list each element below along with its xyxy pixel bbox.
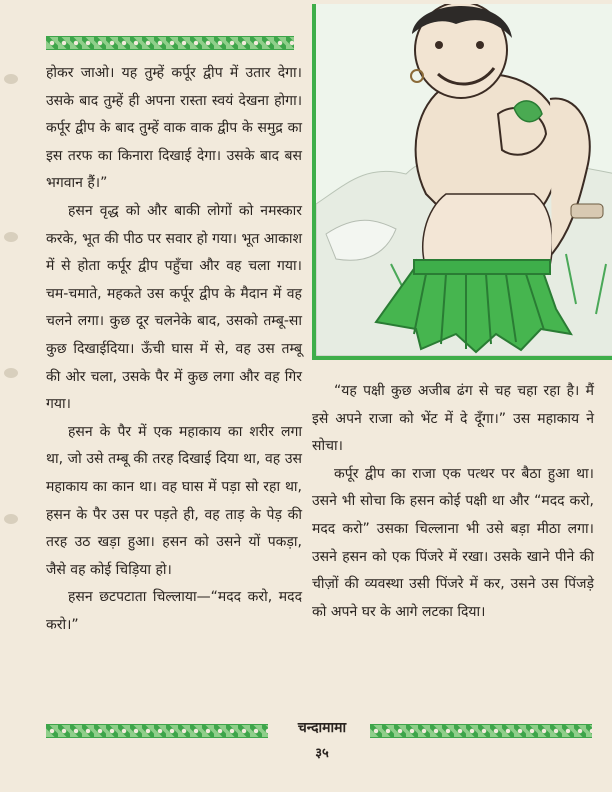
right-text-column — [312, 378, 594, 626]
decorative-border-top — [46, 36, 294, 50]
decorative-border-bottom-right — [370, 724, 592, 738]
paragraph: हसन के पैर में एक महाकाय का शरीर लगा था, जो उसे तम्बू की तरह दिखाई दिया था, वह उस महाकाय का कान था। वह घास में पड़ा सो रहा था, हसन के पैर उस पर पड़ते ही, वह ताड़ के पेड़ की तरह उठ खड़ा हुआ। हसन को उसने यों पकड़ा, जैसे वह कोई चिड़िया हो। — [46, 423, 302, 578]
magazine-title: चन्दामामा — [297, 720, 347, 736]
giant-figure — [316, 4, 612, 356]
decorative-border-bottom-left — [46, 724, 268, 738]
paragraph: होकर जाओ। यह तुम्हें कर्पूर द्वीप में उतार देगा। उसके बाद तुम्हें ही अपना रास्ता स्वयं देखना होगा। कर्पूर द्वीप के बाद तुम्हें वाक वाक द्वीप के समुद्र का इस तरफ का किनारा दिखाई देगा। उसके बाद बस भगवान हैं।” — [46, 65, 302, 192]
binding-hole — [4, 368, 18, 378]
paragraph: हसन वृद्ध को और बाकी लोगों को नमस्कार करके, भूत की पीठ पर सवार हो गया। भूत आकाश में से होता कर्पूर द्वीप पहुँचा और वह चला गया। चम-चमाते, महकते उस कर्पूर द्वीप के मैदान में वह चलने लगा। कुछ दूर चलनेके बाद, उसको तम्बू-सा कुछ दिखाईदिया। ऊँची घास में से, वह उस तम्बू की ओर चला, उसके पैर में कुछ लगा और वह गिर गया। — [46, 202, 302, 413]
binding-hole — [4, 232, 18, 242]
page-number: ३५ — [315, 746, 329, 761]
paragraph: कर्पूर द्वीप का राजा एक पत्थर पर बैठा हुआ था। उसने भी सोचा कि हसन कोई पक्षी था और “मदद करो, मदद करो” उसका चिल्लाना भी उसे बड़ा मीठा लगा। उसने हसन को एक पिंजरे में रखा। उसके खाने पीने की चीज़ों की व्यवस्था उसी पिंजरे में कर, उसने उस पिंजड़े को अपने घर के आगे लटका दिया। — [312, 465, 594, 620]
paragraph: हसन छटपटाता चिल्लाया—“मदद करो, मदद करो।” — [46, 589, 302, 633]
left-text-column — [46, 60, 302, 639]
binding-hole — [4, 514, 18, 524]
binding-hole — [4, 74, 18, 84]
giant-illustration — [312, 4, 612, 360]
paragraph: “यह पक्षी कुछ अजीब ढंग से चह चहा रहा है। मैं इसे अपने राजा को भेंट में दे दूँगा।” उस महाकाय ने सोचा। — [312, 383, 594, 455]
